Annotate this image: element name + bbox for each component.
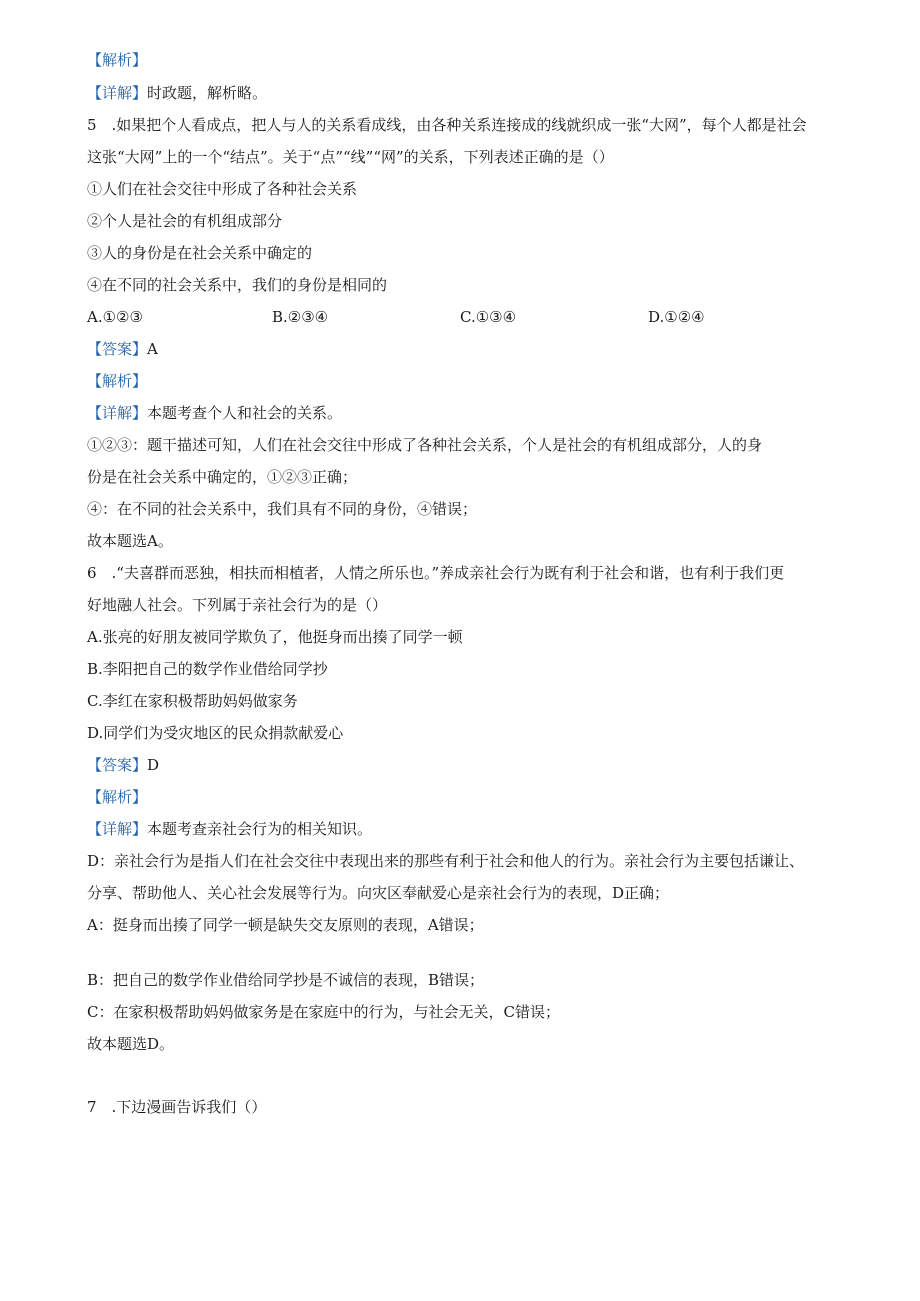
detail-line: A：挺身而出揍了同学一顿是缺失交友原则的表现，A错误；: [87, 916, 484, 934]
detail-tag: 【详解】: [87, 84, 148, 102]
detail-line: 份是在社会关系中确定的，①②③正确；: [87, 468, 358, 486]
analysis-tag: 【解析】: [87, 51, 148, 69]
question-5-item-4: ④在不同的社会关系中，我们的身份是相同的: [87, 276, 388, 294]
answer-line: [87, 339, 158, 359]
detail-paragraph: [87, 403, 342, 423]
detail-paragraph: [87, 83, 267, 103]
detail-line: 分享、帮助他人、关心社会发展等行为。向灾区奉献爱心是亲社会行为的表现，D正确；: [87, 884, 670, 902]
detail-tag: 【详解】: [87, 820, 148, 838]
answer-value: D: [147, 756, 160, 774]
option-d: D.①②④: [648, 308, 705, 326]
detail-line: B：把自己的数学作业借给同学抄是不诚信的表现，B错误；: [87, 971, 485, 989]
analysis-tag: 【解析】: [87, 372, 148, 390]
analysis-tag: 【解析】: [87, 788, 148, 806]
answer-value: A: [147, 340, 158, 358]
answer-tag: 【答案】: [87, 340, 148, 358]
detail-text: 时政题，解析略。: [147, 84, 268, 102]
option-d: D.同学们为受灾地区的民众捐款献爱心: [87, 724, 344, 742]
question-5-item-2: ②个人是社会的有机组成部分: [87, 212, 283, 230]
option-c: C.李红在家积极帮助妈妈做家务: [87, 692, 298, 710]
option-c: C.①③④: [460, 308, 517, 326]
question-5-stem-line-1: 5 .如果把个人看成点，把人与人的关系看成线，由各种关系连接成的线就织成一张“大网”，每个人都是社会: [87, 116, 807, 134]
detail-line: 故本题选D。: [87, 1035, 175, 1053]
answer-tag: 【答案】: [87, 756, 148, 774]
detail-text: 本题考查个人和社会的关系。: [147, 404, 343, 422]
question-7-stem: 7 .下边漫画告诉我们（）: [87, 1098, 267, 1116]
question-6-stem-line-2: 好地融人社会。下列属于亲社会行为的是（）: [87, 596, 388, 614]
detail-line: ①②③：题干描述可知，人们在社会交往中形成了各种社会关系，个人是社会的有机组成部分，人的身: [87, 436, 763, 454]
option-b: B.李阳把自己的数学作业借给同学抄: [87, 660, 328, 678]
detail-paragraph: [87, 819, 372, 839]
question-5-stem-line-2: 这张“大网”上的一个“结点”。关于“点”“线”“网”的关系，下列表述正确的是（）: [87, 148, 614, 166]
question-5-item-3: ③人的身份是在社会关系中确定的: [87, 244, 313, 262]
detail-tag: 【详解】: [87, 404, 148, 422]
question-6-stem-line-1: 6 .“夫喜群而恶独，相扶而相植者，人情之所乐也。”养成亲社会行为既有利于社会和谐，也有利于我们更: [87, 564, 785, 582]
detail-line: ④：在不同的社会关系中，我们具有不同的身份，④错误；: [87, 500, 478, 518]
answer-line: [87, 755, 159, 775]
detail-line: C：在家积极帮助妈妈做家务是在家庭中的行为，与社会无关，C错误；: [87, 1003, 560, 1021]
detail-text: 本题考查亲社会行为的相关知识。: [147, 820, 373, 838]
detail-line: 故本题选A。: [87, 532, 173, 550]
option-a: A.①②③: [87, 308, 143, 326]
question-5-item-1: ①人们在社会交往中形成了各种社会关系: [87, 180, 358, 198]
option-a: A.张亮的好朋友被同学欺负了，他挺身而出揍了同学一顿: [87, 628, 463, 646]
detail-line: D：亲社会行为是指人们在社会交往中表现出来的那些有利于社会和他人的行为。亲社会行为主要包括谦让、: [87, 852, 805, 870]
option-b: B.②③④: [272, 308, 329, 326]
